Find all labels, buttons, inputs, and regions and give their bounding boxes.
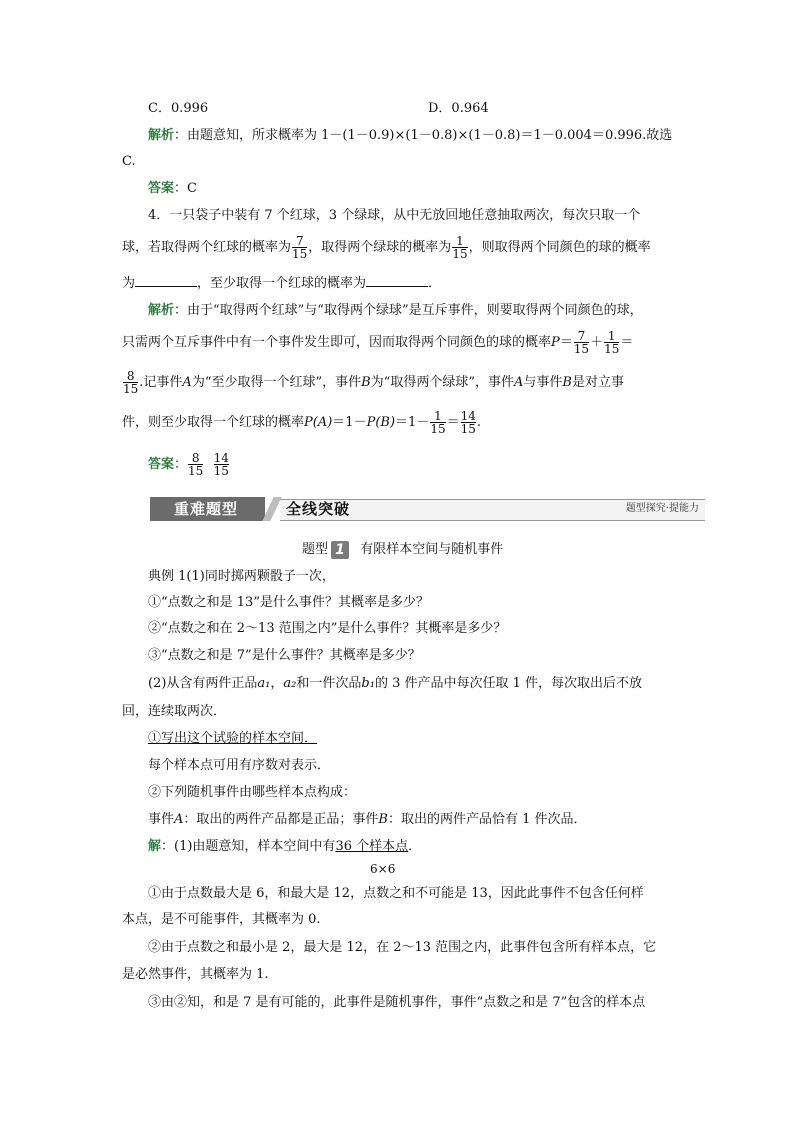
solution-line1: 解：(1)由题意知，样本空间中有36 个样本点． <box>148 839 422 854</box>
fraction-8-15: $\frac{8}{15}$ <box>188 451 204 478</box>
example-step1: ①写出这个试验的样本空间． <box>148 731 318 746</box>
fraction-14-15: $\frac{14}{15}$ <box>213 451 229 478</box>
example-q2: ②“点数之和在 2～13 范围之内”是什么事件？其概率是多少？ <box>148 621 507 636</box>
q4-stem-line3: 为 ，至少取得一个红球的概率为 ． <box>122 276 442 291</box>
fraction-1-15: $\frac{1}{15}$ <box>604 329 620 356</box>
example-step2: ②下列随机事件由哪些样本点构成： <box>148 785 357 800</box>
fraction-1-15: $\frac{1}{15}$ <box>452 234 468 261</box>
example-step1-note: 每个样本点可用有序数对表示． <box>148 758 331 773</box>
answer-blank-2 <box>366 274 428 287</box>
example-q1: ①“点数之和是 13”是什么事件？其概率是多少？ <box>148 595 429 610</box>
solution-label: 解 <box>148 839 162 854</box>
q4-analysis-line3: $\frac{8}{15}$ .记事件A为“至少取得一个红球”，事件B为“取得两个绿球”，事件A与事件B是对立事 <box>123 369 624 396</box>
q3-analysis-line2: C. <box>122 154 136 169</box>
example-intro: 典例 1(1)同时掷两颗骰子一次， <box>148 569 335 584</box>
option-d: D．0.964 <box>428 101 489 116</box>
q4-analysis-line1: 解析：由于“取得两个红球”与“取得两个绿球”是互斥事件，则要取得两个同颜色的球， <box>148 303 643 318</box>
q4-stem-line1: 4．一只袋子中装有 7 个红球，3 个绿球，从中无放回地任意抽取两次，每次只取一个 <box>148 208 641 223</box>
example-q3: ③“点数之和是 7”是什么事件？其概率是多少？ <box>148 648 421 663</box>
example-events: 事件A：取出的两件产品都是正品；事件B：取出的两件产品恰有 1 件次品． <box>148 812 587 827</box>
q4-analysis-line2: 只需两个互斥事件中有一个事件发生即可，因而取得两个同颜色的球的概率P＝ $\frac{7}{15}$ ＋ $\frac{1}{15}$ ＝ <box>122 329 634 356</box>
section-banner <box>150 497 705 521</box>
q4-analysis-line4: 件，则至少取得一个红球的概率P(A)＝1－P(B)＝1－ $\frac{1}{15}$ ＝ $\frac{14}{15}$ . <box>122 409 482 436</box>
fraction-8-15: $\frac{8}{15}$ <box>123 369 139 396</box>
analysis-label: 解析 <box>148 128 175 143</box>
example-part2-line2: 回，连续取两次． <box>122 704 227 719</box>
option-c: C．0.996 <box>148 101 209 116</box>
solution-p1-line1: ①由于点数最大是 6，和最大是 12，点数之和不可能是 13，因此此事件不包含任何样 <box>148 886 644 901</box>
q4-answer: 答案： $\frac{8}{15}$ $\frac{14}{15}$ <box>148 451 229 478</box>
banner-left-title: 重难题型 <box>174 500 239 518</box>
q3-analysis-line1: 解析：由题意知，所求概率为 1－(1－0.9)×(1－0.8)×(1－0.8)＝1－0.004＝0.996.故选 <box>148 128 673 143</box>
fraction-1-15: $\frac{1}{15}$ <box>430 409 446 436</box>
banner-separator <box>262 497 281 521</box>
topic-title: 有限样本空间与随机事件 <box>360 542 504 557</box>
fraction-7-15: $\frac{7}{15}$ <box>292 234 308 261</box>
answer-label: 答案 <box>148 457 175 472</box>
solution-p2-line1: ②由于点数之和最小是 2，最大是 12，在 2～13 范围之内，此事件包含所有样本点，它 <box>148 940 657 955</box>
q3-answer: 答案：C <box>148 181 197 196</box>
solution-p2-line2: 是必然事件，其概率为 1. <box>122 967 269 982</box>
q4-stem-line2: 球，若取得两个红球的概率为 $\frac{7}{15}$ ，取得两个绿球的概率为 $\frac{1}{15}$ ，则取得两个同颜色的球的概率 <box>122 234 651 261</box>
topic-number-badge: 1 <box>331 541 349 559</box>
fraction-7-15: $\frac{7}{15}$ <box>573 329 590 356</box>
answer-blank-1 <box>135 274 197 287</box>
solution-p3-line1: ③由②知，和是 7 是有可能的，此事件是随机事件，事件“点数之和是 7”包含的样本点 <box>148 995 646 1010</box>
answer-label: 答案 <box>148 181 175 196</box>
analysis-label: 解析 <box>148 303 175 318</box>
topic-heading: 题型 1 有限样本空间与随机事件 <box>302 541 504 558</box>
solution-note: 6×6 <box>370 862 396 876</box>
banner-right-title: 全线突破 <box>286 500 351 518</box>
example-part2-line1: (2)从含有两件正品a₁，a₂和一件次品b₁的 3 件产品中每次任取 1 件，每次取出后不放 <box>148 676 643 691</box>
fraction-14-15: $\frac{14}{15}$ <box>460 409 476 436</box>
solution-p1-line2: 本点，是不可能事件，其概率为 0. <box>122 912 321 927</box>
banner-tag: 题型探究·提能力 <box>625 503 699 514</box>
